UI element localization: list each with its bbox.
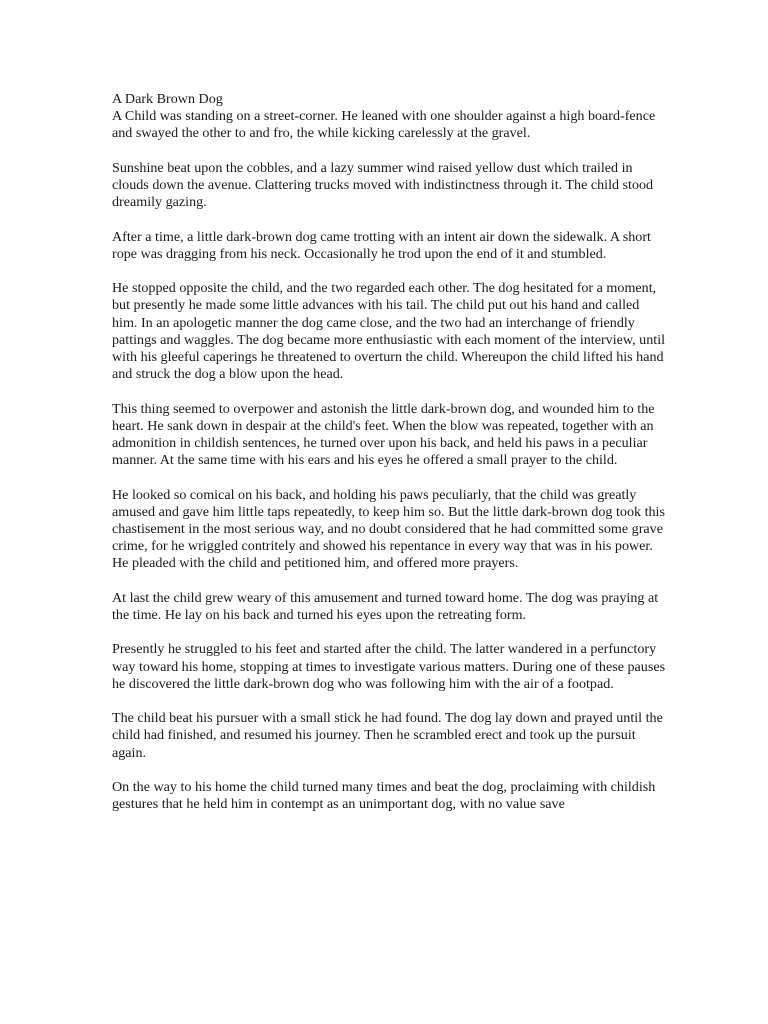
paragraph-10: On the way to his home the child turned many times and beat the dog, proclaiming with childish gestures that he held him in contempt as an unimportant dog, with no value save xyxy=(112,778,656,813)
paragraph-6: He looked so comical on his back, and holding his paws peculiarly, that the child was greatly amused and gave him little taps repeatedly, to keep him so. But the little dark-brown dog took this chastisement in the most serious way, and no doubt considered that he had committed some grave crime, for he wriggled contritely and showed his repentance in every way that was in his power. He pleaded with the child and petitioned him, and offered more prayers. xyxy=(112,486,665,572)
document-title: A Dark Brown Dog xyxy=(112,91,223,107)
paragraph-9: The child beat his pursuer with a small stick he had found. The dog lay down and prayed until the child had finished, and resumed his journey. Then he scrambled erect and took up the pursuit again. xyxy=(112,710,663,761)
paragraph-2: Sunshine beat upon the cobbles, and a lazy summer wind raised yellow dust which trailed in clouds down the avenue. Clattering trucks moved with indistinctness through it. The child stood dreamily gazing. xyxy=(112,159,654,211)
paragraph-3: After a time, a little dark-brown dog came trotting with an intent air down the sidewalk. A short rope was dragging from his neck. Occasionally he trod upon the end of it and stumbled. xyxy=(112,228,651,262)
paragraph-4: He stopped opposite the child, and the two regarded each other. The dog hesitated for a moment, but presently he made some little advances with his tail. The child put out his hand and called him. In an apologetic manner the dog came close, and the two had an interchange of friendly pattings and waggles. The dog became more enthusiastic with each moment of the interview, until with his gleeful caperings he threatened to overturn the child. Whereupon the child lifted his hand and struck the dog a blow upon the head. xyxy=(112,280,666,383)
paragraph-5: This thing seemed to overpower and astonish the little dark-brown dog, and wounded him to the heart. He sank down in despair at the child's feet. When the blow was repeated, together with an admonition in childish sentences, he turned over upon his back, and held his paws in a peculiar manner. At the same time with his ears and his eyes he offered a small prayer to the child. xyxy=(112,400,655,469)
paragraph-8: Presently he struggled to his feet and started after the child. The latter wandered in a perfunctory way toward his home, stopping at times to investigate various matters. During one of these pauses he discovered the little dark-brown dog who was following him with the air of a footpad. xyxy=(112,641,666,692)
paragraph-7: At last the child grew weary of this amusement and turned toward home. The dog was praying at the time. He lay on his back and turned his eyes upon the retreating form. xyxy=(112,589,659,623)
paragraph-1: A Child was standing on a street-corner. He leaned with one shoulder against a high board-fence and swayed the other to and fro, the while kicking carelessly at the gravel. xyxy=(112,108,656,142)
